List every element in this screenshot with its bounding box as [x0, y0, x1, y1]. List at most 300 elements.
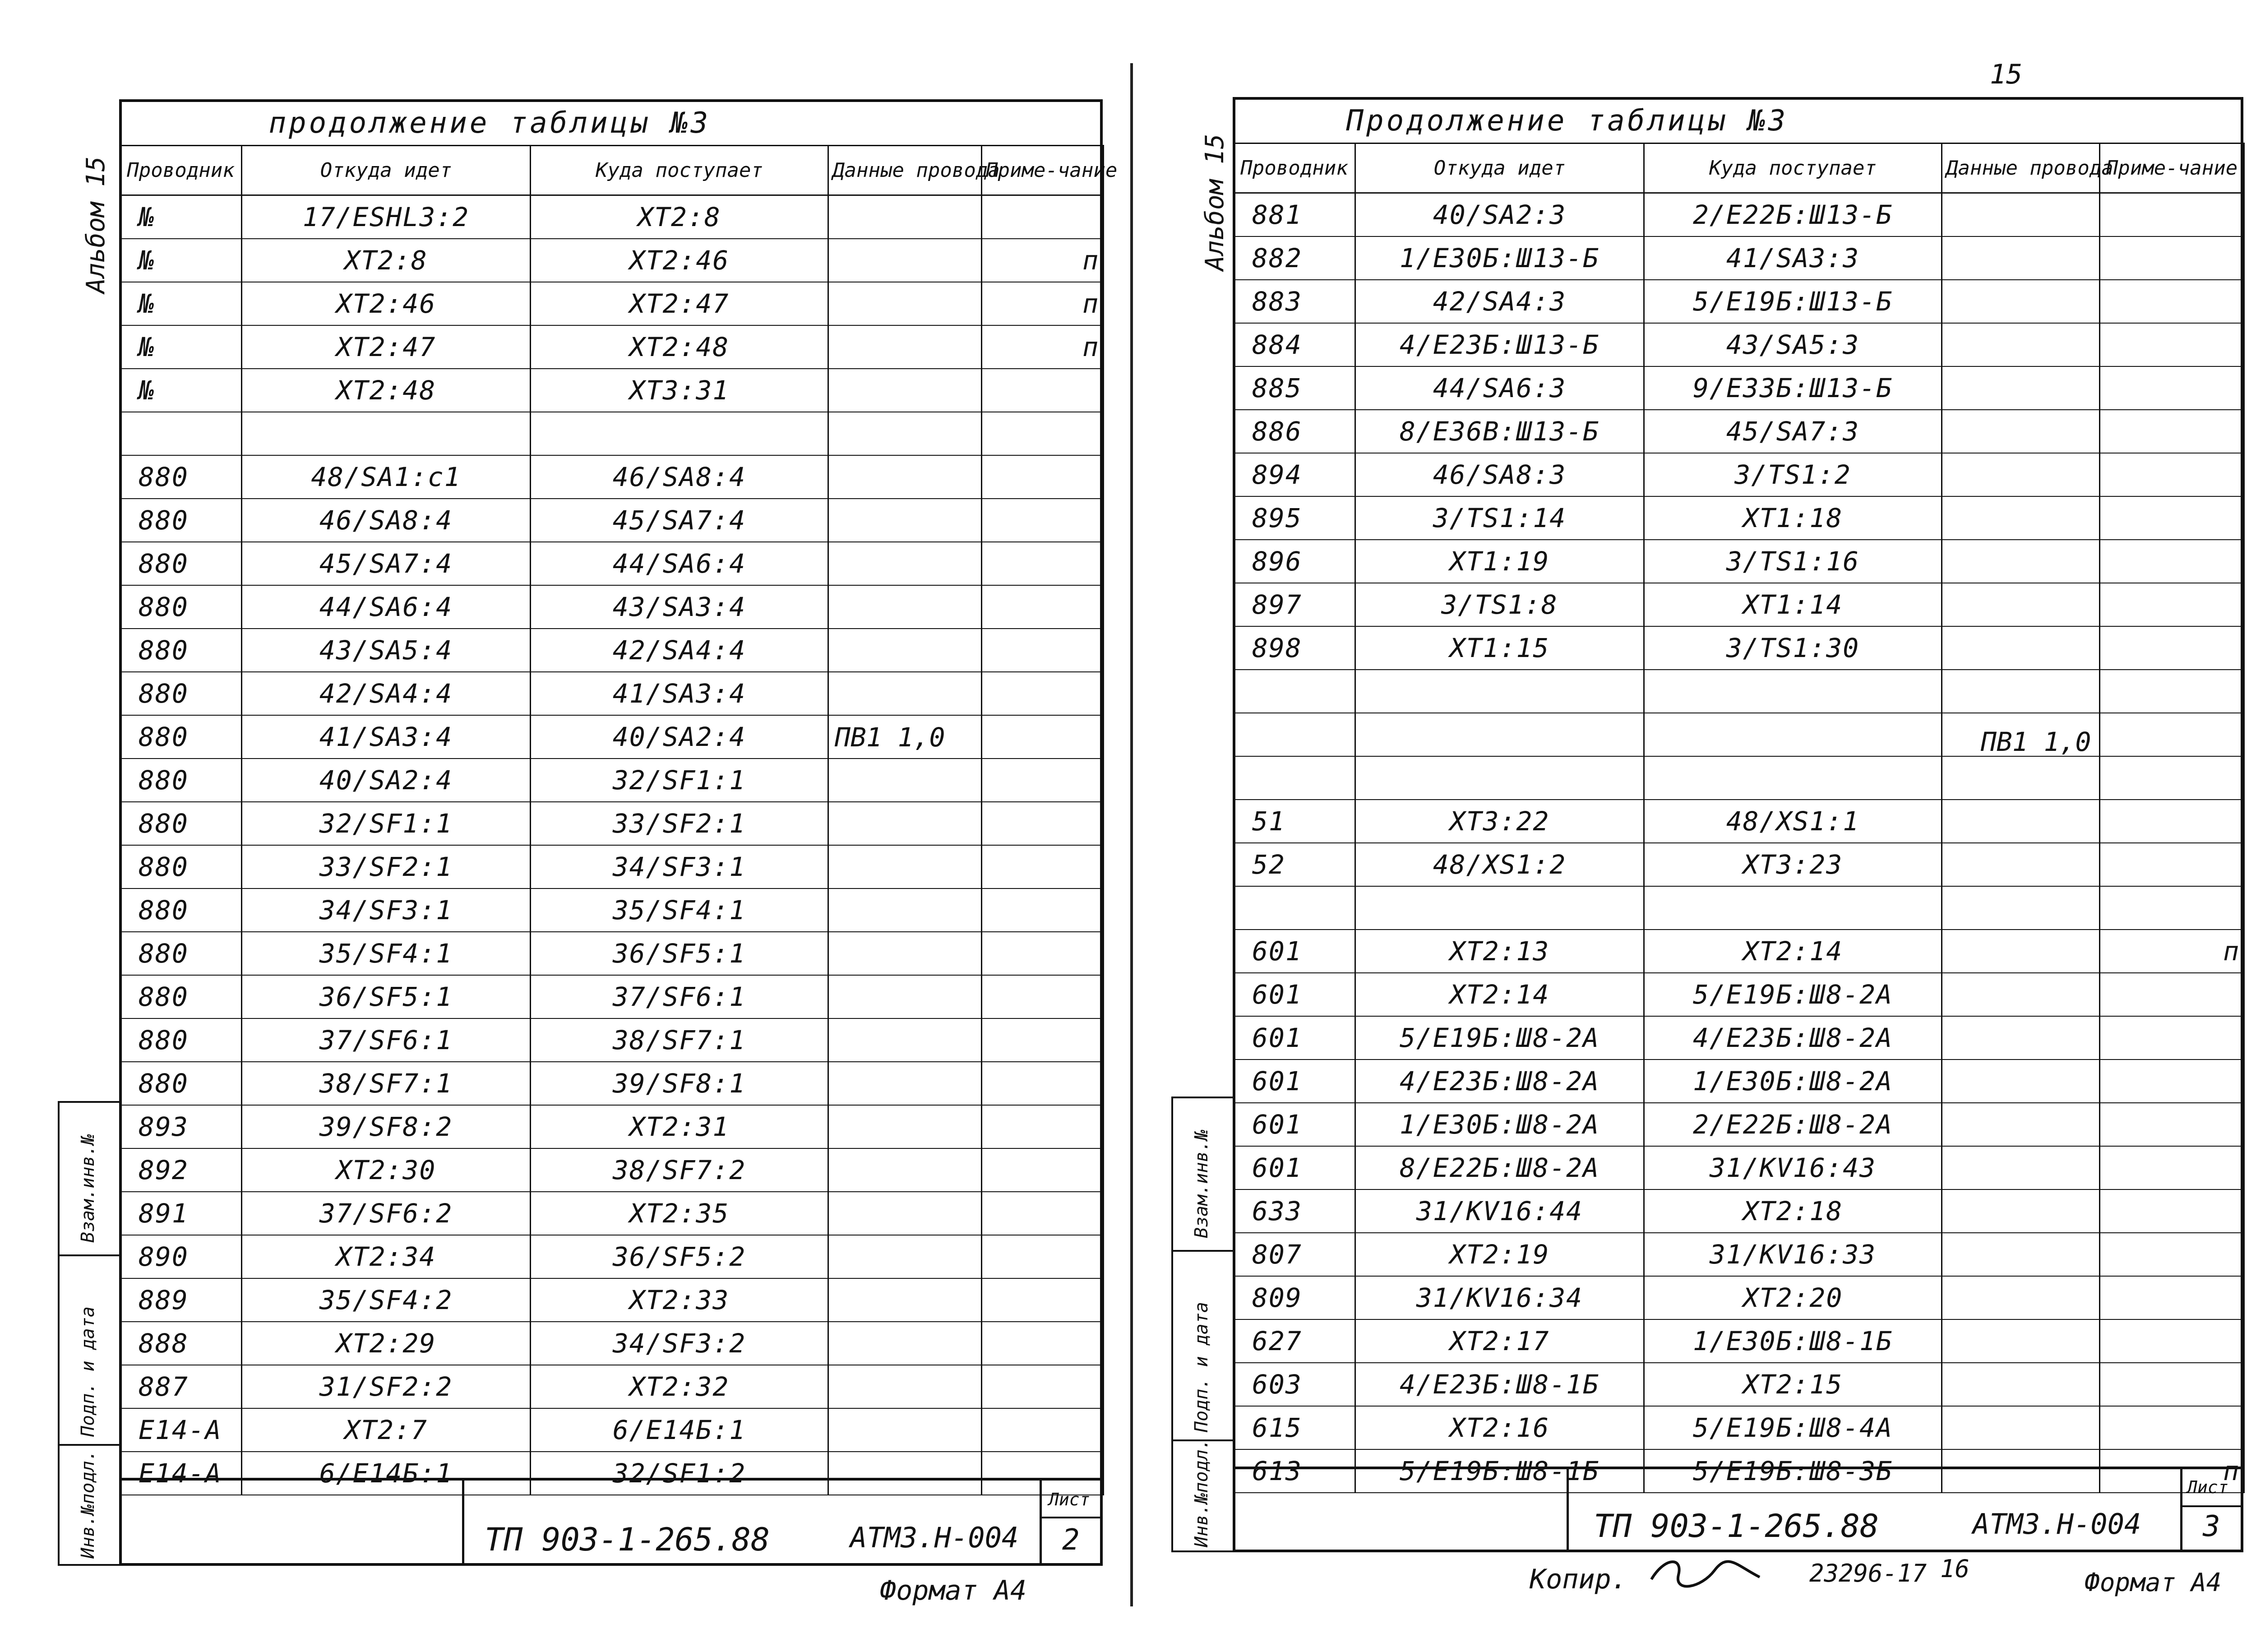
to-cell: 38/SF7:1 — [531, 1018, 828, 1062]
wire-data-cell — [828, 499, 982, 542]
from-cell: 37/SF6:2 — [242, 1192, 531, 1235]
sheet-label: Лист — [2187, 1477, 2228, 1497]
table-row — [120, 672, 1104, 715]
from-cell — [242, 412, 531, 455]
conductor-cell: 880 — [120, 1062, 242, 1105]
to-cell: 31/KV16:33 — [1644, 1233, 1942, 1276]
wire-data-cell — [828, 888, 982, 932]
to-cell: XT3:31 — [531, 369, 828, 412]
note-cell — [982, 1148, 1104, 1192]
table-row — [1234, 1233, 2244, 1276]
header-note: Приме-чание — [2100, 143, 2244, 193]
wire-data-cell — [1942, 1233, 2100, 1276]
from-cell: XT3:22 — [1355, 800, 1644, 843]
from-cell: XT2:29 — [242, 1322, 531, 1365]
note-cell — [982, 672, 1104, 715]
conductor-cell: 897 — [1234, 583, 1355, 626]
conductor-cell: 601 — [1234, 1060, 1355, 1103]
from-cell: 44/SA6:4 — [242, 585, 531, 629]
table-row — [1234, 410, 2244, 453]
note-cell — [2100, 1233, 2244, 1276]
header-wire-data: Данные провода — [1942, 143, 2100, 193]
table-row — [120, 1062, 1104, 1105]
wire-data-cell — [1942, 1406, 2100, 1449]
title-block — [1233, 1467, 2243, 1552]
side-label-inventory: Инв.№подл. — [1191, 1439, 1212, 1547]
table-row — [1234, 1060, 2244, 1103]
to-cell: XT3:23 — [1644, 843, 1942, 886]
conductor-cell: 51 — [1234, 800, 1355, 843]
from-cell: 4/E23Б:Ш8-2А — [1355, 1060, 1644, 1103]
note-cell — [982, 1278, 1104, 1322]
note-cell — [982, 369, 1104, 412]
wire-data-cell — [1942, 1319, 2100, 1363]
to-cell: 36/SF5:1 — [531, 932, 828, 975]
note-cell — [2100, 540, 2244, 583]
note-cell — [2100, 800, 2244, 843]
note-cell — [982, 195, 1104, 239]
table-row — [1234, 930, 2244, 973]
table-row — [120, 455, 1104, 499]
from-cell: 35/SF4:1 — [242, 932, 531, 975]
wire-data-cell — [828, 845, 982, 888]
note-cell — [982, 975, 1104, 1018]
to-cell: 45/SA7:3 — [1644, 410, 1942, 453]
side-label-sign-date: Подп. и дата — [78, 1306, 98, 1437]
to-cell: 6/E14Б:1 — [531, 1408, 828, 1452]
from-cell: 1/E30Б:Ш13-Б — [1355, 236, 1644, 280]
wire-data-cell — [828, 455, 982, 499]
table-row — [120, 412, 1104, 455]
wire-data-cell — [828, 629, 982, 672]
conductor-cell — [1234, 670, 1355, 713]
order-number: 23296-17 — [1809, 1559, 1927, 1587]
doc-number: ТП 903-1-265.88 — [485, 1521, 770, 1558]
conductor-cell: 880 — [120, 759, 242, 802]
from-cell: XT2:46 — [242, 282, 531, 325]
from-cell: 1/E30Б:Ш8-2А — [1355, 1103, 1644, 1146]
from-cell: XT2:7 — [242, 1408, 531, 1452]
to-cell: 5/E19Б:Ш8-4А — [1644, 1406, 1942, 1449]
from-cell: 32/SF1:1 — [242, 802, 531, 845]
to-cell: 36/SF5:2 — [531, 1235, 828, 1278]
to-cell: 5/E19Б:Ш13-Б — [1644, 280, 1942, 323]
from-cell: 39/SF8:2 — [242, 1105, 531, 1148]
from-cell: 46/SA8:3 — [1355, 453, 1644, 496]
table-row — [1234, 1276, 2244, 1319]
from-cell: 35/SF4:2 — [242, 1278, 531, 1322]
wire-data-cell — [1942, 280, 2100, 323]
format-label: Формат А4 — [880, 1575, 1027, 1606]
table-row — [1234, 843, 2244, 886]
header-wire-data: Данные провода — [828, 146, 982, 195]
wire-data-cell — [1942, 323, 2100, 366]
note-cell: п — [2100, 930, 2244, 973]
to-cell: XT2:48 — [531, 325, 828, 369]
wire-data-cell — [1942, 1016, 2100, 1060]
conductor-cell: 601 — [1234, 1016, 1355, 1060]
note-cell — [2100, 583, 2244, 626]
from-cell: XT2:14 — [1355, 973, 1644, 1016]
conductor-cell: № — [120, 325, 242, 369]
signature-scribble — [1647, 1552, 1764, 1593]
header-to: Куда поступает — [531, 146, 828, 195]
note-cell — [2100, 626, 2244, 670]
conductor-cell: 809 — [1234, 1276, 1355, 1319]
note-cell — [982, 1018, 1104, 1062]
wire-data-cell — [828, 412, 982, 455]
table-row — [1234, 583, 2244, 626]
note-cell: п — [982, 239, 1104, 282]
wire-data-cell — [1942, 756, 2100, 800]
to-cell: 3/TS1:16 — [1644, 540, 1942, 583]
table-row — [120, 282, 1104, 325]
wire-data-cell — [828, 672, 982, 715]
sheet-number: 2 — [1062, 1523, 1080, 1557]
header-from: Откуда идет — [1355, 143, 1644, 193]
side-label-replace: Взам.инв.№ — [78, 1134, 98, 1243]
from-cell: 4/E23Б:Ш8-1Б — [1355, 1363, 1644, 1406]
from-cell: XT2:30 — [242, 1148, 531, 1192]
to-cell: 43/SA5:3 — [1644, 323, 1942, 366]
note-cell — [2100, 1103, 2244, 1146]
note-cell — [2100, 1189, 2244, 1233]
table-row — [1234, 366, 2244, 410]
wire-data-cell — [828, 542, 982, 585]
note-cell — [2100, 1060, 2244, 1103]
wire-data-value: ПВ1 1,0 — [1981, 727, 2091, 757]
table-row — [1234, 193, 2244, 236]
conductor-cell: 885 — [1234, 366, 1355, 410]
table-row — [1234, 1103, 2244, 1146]
wire-data-cell — [828, 1148, 982, 1192]
conductor-cell: 890 — [120, 1235, 242, 1278]
conductor-cell: 880 — [120, 845, 242, 888]
to-cell: 3/TS1:30 — [1644, 626, 1942, 670]
from-cell: 40/SA2:4 — [242, 759, 531, 802]
conductor-cell: 633 — [1234, 1189, 1355, 1233]
to-cell: 37/SF6:1 — [531, 975, 828, 1018]
album-label: Альбом 15 — [1200, 134, 1230, 271]
wire-data-cell — [1942, 930, 2100, 973]
conductor-cell: 880 — [120, 585, 242, 629]
note-cell — [982, 629, 1104, 672]
note-cell — [2100, 366, 2244, 410]
note-cell — [2100, 756, 2244, 800]
note-cell — [982, 455, 1104, 499]
wire-data-cell — [1942, 1363, 2100, 1406]
wire-table — [1233, 99, 2245, 1493]
conductor-cell: 601 — [1234, 1146, 1355, 1189]
wire-data-cell — [1942, 626, 2100, 670]
to-cell — [1644, 886, 1942, 930]
wire-data-cell — [1942, 410, 2100, 453]
from-cell — [1355, 670, 1644, 713]
from-cell: 48/SA1:c1 — [242, 455, 531, 499]
wire-data-cell — [1942, 1103, 2100, 1146]
title-block — [119, 1478, 1103, 1566]
table-row — [120, 1408, 1104, 1452]
to-cell: 9/E33Б:Ш13-Б — [1644, 366, 1942, 410]
from-cell: XT2:13 — [1355, 930, 1644, 973]
table-row — [120, 239, 1104, 282]
from-cell: XT2:8 — [242, 239, 531, 282]
conductor-cell: 892 — [120, 1148, 242, 1192]
from-cell: XT2:47 — [242, 325, 531, 369]
wire-data-cell — [828, 1192, 982, 1235]
album-label: Альбом 15 — [81, 156, 111, 293]
wire-data-cell — [828, 802, 982, 845]
note-cell: п — [2100, 1449, 2244, 1493]
to-cell: 3/TS1:2 — [1644, 453, 1942, 496]
from-cell: XT2:16 — [1355, 1406, 1644, 1449]
to-cell: 34/SF3:2 — [531, 1322, 828, 1365]
wire-data-cell — [828, 325, 982, 369]
wire-data-cell — [828, 1365, 982, 1408]
conductor-cell: 807 — [1234, 1233, 1355, 1276]
table-row — [120, 975, 1104, 1018]
from-cell — [1355, 756, 1644, 800]
conductor-cell: 888 — [120, 1322, 242, 1365]
conductor-cell: 880 — [120, 499, 242, 542]
from-cell: 8/E22Б:Ш8-2А — [1355, 1146, 1644, 1189]
to-cell: XT2:18 — [1644, 1189, 1942, 1233]
wire-data-cell — [828, 975, 982, 1018]
doc-code: АТМЗ.Н-004 — [850, 1521, 1019, 1554]
note-cell — [982, 585, 1104, 629]
note-cell — [2100, 1146, 2244, 1189]
table-row — [1234, 886, 2244, 930]
conductor-cell: 52 — [1234, 843, 1355, 886]
from-cell: 43/SA5:4 — [242, 629, 531, 672]
conductor-cell: 889 — [120, 1278, 242, 1322]
conductor-cell: 887 — [120, 1365, 242, 1408]
note-cell — [982, 1365, 1104, 1408]
note-cell — [2100, 670, 2244, 713]
from-cell: 34/SF3:1 — [242, 888, 531, 932]
note-cell — [2100, 1276, 2244, 1319]
wire-data-cell — [1942, 1189, 2100, 1233]
table-row — [1234, 280, 2244, 323]
conductor-cell — [1234, 713, 1355, 756]
note-cell — [982, 542, 1104, 585]
to-cell: 38/SF7:2 — [531, 1148, 828, 1192]
table-row — [120, 888, 1104, 932]
conductor-cell: № — [120, 369, 242, 412]
to-cell: 1/E30Б:Ш8-2А — [1644, 1060, 1942, 1103]
conductor-cell: № — [120, 239, 242, 282]
to-cell — [1644, 756, 1942, 800]
note-cell — [2100, 323, 2244, 366]
conductor-cell: 880 — [120, 629, 242, 672]
table-row — [120, 585, 1104, 629]
wire-data-cell — [828, 1278, 982, 1322]
wire-data-cell — [1942, 1276, 2100, 1319]
to-cell: XT2:46 — [531, 239, 828, 282]
table-row — [1234, 973, 2244, 1016]
from-cell: 3/TS1:14 — [1355, 496, 1644, 540]
table-row — [1234, 670, 2244, 713]
wire-data-cell — [1942, 540, 2100, 583]
conductor-cell: 882 — [1234, 236, 1355, 280]
to-cell: 41/SA3:3 — [1644, 236, 1942, 280]
from-cell: 38/SF7:1 — [242, 1062, 531, 1105]
from-cell: XT2:48 — [242, 369, 531, 412]
note-cell — [982, 759, 1104, 802]
note-cell — [982, 1235, 1104, 1278]
from-cell: 5/E19Б:Ш8-2А — [1355, 1016, 1644, 1060]
wire-data-cell — [828, 1322, 982, 1365]
conductor-cell: № — [120, 195, 242, 239]
table-row — [120, 715, 1104, 759]
table-row — [120, 195, 1104, 239]
from-cell: XT1:19 — [1355, 540, 1644, 583]
wire-data-cell — [828, 369, 982, 412]
to-cell: 32/SF1:2 — [531, 1452, 828, 1495]
note-cell — [2100, 410, 2244, 453]
sheet-number: 3 — [2203, 1510, 2220, 1543]
to-cell: XT1:14 — [1644, 583, 1942, 626]
format-label: Формат А4 — [2085, 1568, 2222, 1597]
to-cell: 5/E19Б:Ш8-2А — [1644, 973, 1942, 1016]
to-cell: 43/SA3:4 — [531, 585, 828, 629]
doc-code: АТМЗ.Н-004 — [1973, 1508, 2141, 1541]
wire-data-cell — [1942, 843, 2100, 886]
table-row — [1234, 713, 2244, 756]
header-conductor: Проводник — [120, 146, 242, 195]
table-row — [120, 1278, 1104, 1322]
conductor-cell: 601 — [1234, 973, 1355, 1016]
to-cell: 31/KV16:43 — [1644, 1146, 1942, 1189]
to-cell: XT2:32 — [531, 1365, 828, 1408]
table-row — [1234, 236, 2244, 280]
from-cell: 31/KV16:34 — [1355, 1276, 1644, 1319]
conductor-cell: 615 — [1234, 1406, 1355, 1449]
table-row — [120, 325, 1104, 369]
from-cell: 31/SF2:2 — [242, 1365, 531, 1408]
wire-data-cell — [828, 759, 982, 802]
conductor-cell: 883 — [1234, 280, 1355, 323]
to-cell: 39/SF8:1 — [531, 1062, 828, 1105]
wire-data-cell — [828, 932, 982, 975]
conductor-cell: 880 — [120, 1018, 242, 1062]
table-row — [120, 1192, 1104, 1235]
to-cell: XT2:8 — [531, 195, 828, 239]
from-cell: XT2:17 — [1355, 1319, 1644, 1363]
to-cell: 32/SF1:1 — [531, 759, 828, 802]
conductor-cell — [120, 412, 242, 455]
to-cell: 35/SF4:1 — [531, 888, 828, 932]
from-cell — [1355, 713, 1644, 756]
conductor-cell: 603 — [1234, 1363, 1355, 1406]
note-cell — [2100, 713, 2244, 756]
from-cell: 46/SA8:4 — [242, 499, 531, 542]
header-conductor: Проводник — [1234, 143, 1355, 193]
table-title: продолжение таблицы №3 — [120, 102, 1104, 146]
to-cell: 1/E30Б:Ш8-1Б — [1644, 1319, 1942, 1363]
from-cell: XT2:19 — [1355, 1233, 1644, 1276]
to-cell: 4/E23Б:Ш8-2А — [1644, 1016, 1942, 1060]
table-row — [120, 1018, 1104, 1062]
to-cell: XT2:35 — [531, 1192, 828, 1235]
copy-note: Копир. — [1530, 1564, 1627, 1595]
conductor-cell: 894 — [1234, 453, 1355, 496]
note-cell — [2100, 1363, 2244, 1406]
to-cell — [531, 412, 828, 455]
wire-data-cell — [1942, 670, 2100, 713]
table-row — [120, 802, 1104, 845]
header-from: Откуда идет — [242, 146, 531, 195]
conductor-cell: 880 — [120, 802, 242, 845]
wire-data-cell — [1942, 366, 2100, 410]
sheet-right — [1146, 0, 2256, 1652]
wire-data-cell — [1942, 583, 2100, 626]
conductor-cell: 880 — [120, 715, 242, 759]
table-title: Продолжение таблицы №3 — [1234, 99, 2244, 143]
table-row — [120, 1148, 1104, 1192]
note-cell: п — [982, 282, 1104, 325]
from-cell: 6/E14Б:1 — [242, 1452, 531, 1495]
conductor-cell: 601 — [1234, 930, 1355, 973]
table-row — [1234, 1319, 2244, 1363]
from-cell: 40/SA2:3 — [1355, 193, 1644, 236]
table-row — [120, 629, 1104, 672]
from-cell: 42/SA4:4 — [242, 672, 531, 715]
conductor-cell: 898 — [1234, 626, 1355, 670]
conductor-cell: 601 — [1234, 1103, 1355, 1146]
to-cell: XT2:15 — [1644, 1363, 1942, 1406]
side-stamp-block — [1171, 1097, 1234, 1552]
to-cell: XT2:31 — [531, 1105, 828, 1148]
conductor-cell: 880 — [120, 455, 242, 499]
table-row — [1234, 626, 2244, 670]
to-cell: 44/SA6:4 — [531, 542, 828, 585]
to-cell: 34/SF3:1 — [531, 845, 828, 888]
wire-table — [119, 102, 1118, 1495]
from-cell: XT2:34 — [242, 1235, 531, 1278]
side-stamp-block — [58, 1101, 121, 1566]
note-cell — [2100, 1319, 2244, 1363]
to-cell: 45/SA7:4 — [531, 499, 828, 542]
from-cell — [1355, 886, 1644, 930]
wire-data-cell — [828, 585, 982, 629]
from-cell: 5/E19Б:Ш8-1Б — [1355, 1449, 1644, 1493]
to-cell — [1644, 670, 1942, 713]
table-row — [120, 1322, 1104, 1365]
from-cell: 37/SF6:1 — [242, 1018, 531, 1062]
wire-data-cell — [828, 1408, 982, 1452]
wire-data-cell — [828, 195, 982, 239]
page-number: 16 — [1940, 1555, 1970, 1583]
note-cell — [2100, 973, 2244, 1016]
note-cell — [2100, 453, 2244, 496]
note-cell — [2100, 193, 2244, 236]
table-row — [120, 499, 1104, 542]
note-cell — [982, 888, 1104, 932]
to-cell: 46/SA8:4 — [531, 455, 828, 499]
wire-data-cell — [1942, 1060, 2100, 1103]
note-cell — [982, 715, 1104, 759]
conductor-cell: 884 — [1234, 323, 1355, 366]
conductor-cell: 886 — [1234, 410, 1355, 453]
page-divider — [1130, 63, 1133, 1606]
note-cell — [982, 932, 1104, 975]
wire-data-cell — [1942, 800, 2100, 843]
from-cell: 41/SA3:4 — [242, 715, 531, 759]
conductor-cell: 880 — [120, 888, 242, 932]
to-cell: 33/SF2:1 — [531, 802, 828, 845]
conductor-cell: 613 — [1234, 1449, 1355, 1493]
